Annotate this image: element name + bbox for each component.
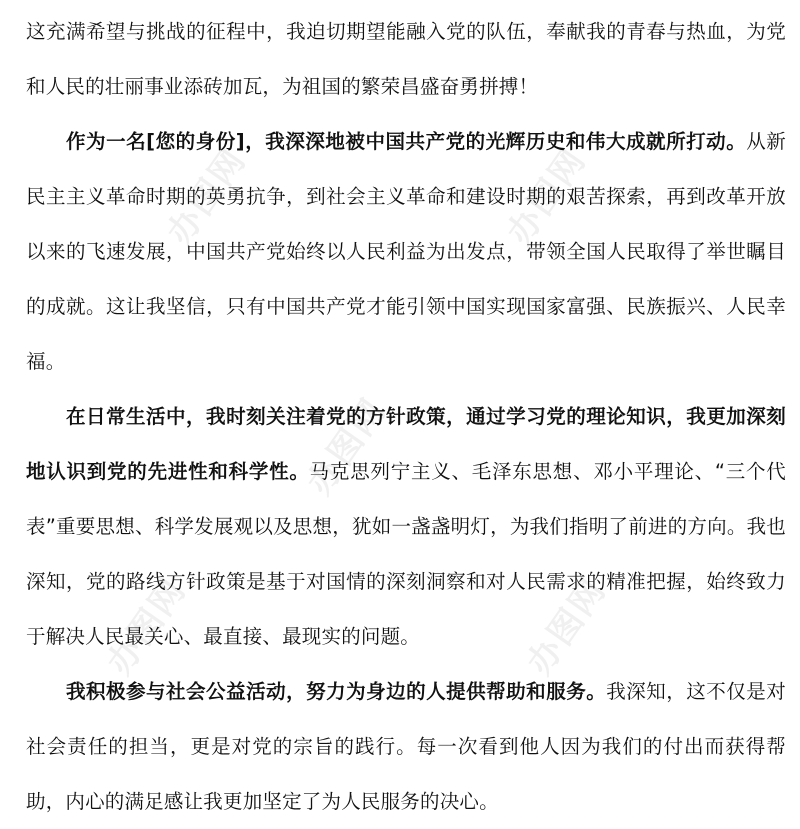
paragraph-2	[26, 114, 786, 389]
paragraph-lead: 在日常生活中，我时刻关注着党的方针政策，通过学习党的理论知识，我更加深刻地认识到党的先进性和科学性。	[26, 405, 786, 483]
watermark: 办图网	[519, 570, 615, 683]
paragraph-3	[26, 389, 786, 664]
paragraph-4	[26, 664, 786, 829]
paragraph-text: 这充满希望与挑战的征程中，我迫切期望能融入党的队伍，奉献我的青春与热血，为党和人民的壮丽事业添砖加瓦，为祖国的繁荣昌盛奋勇拼搏！	[26, 20, 786, 98]
paragraph-lead: 作为一名[您的身份]，我深深地被中国共产党的光辉历史和伟大成就所打动。	[66, 130, 747, 153]
watermark: 办图网	[159, 140, 255, 253]
paragraph-text: 马克思列宁主义、毛泽东思想、邓小平理论、“三个代表”重要思想、科学发展观以及思想，犹如一盏盏明灯，为我们指明了前进的方向。我也深知，党的路线方针政策是基于对国情的深刻洞察和对人民需求的精准把握，始终致力于解决人民最关心、最直接、最现实的问题。	[26, 460, 786, 648]
watermark: 办图网	[499, 140, 595, 253]
paragraph-text: 我深知，这不仅是对社会责任的担当，更是对党的宗旨的践行。每一次看到他人因为我们的付出而获得帮助，内心的满足感让我更加坚定了为人民服务的决心。	[26, 680, 786, 813]
paragraph-lead: 我积极参与社会公益活动，努力为身边的人提供帮助和服务。	[66, 680, 607, 703]
paragraph-1	[26, 4, 786, 114]
paragraph-text: 从新民主主义革命时期的英勇抗争，到社会主义革命和建设时期的艰苦探索，再到改革开放以来的飞速发展，中国共产党始终以人民利益为出发点，带领全国人民取得了举世瞩目的成就。这让我坚信，只有中国共产党才能引领中国实现国家富强、民族振兴、人民幸福。	[26, 130, 786, 373]
watermark: 办图网	[299, 390, 395, 503]
watermark: 办图网	[99, 570, 195, 683]
document-body	[26, 4, 786, 829]
